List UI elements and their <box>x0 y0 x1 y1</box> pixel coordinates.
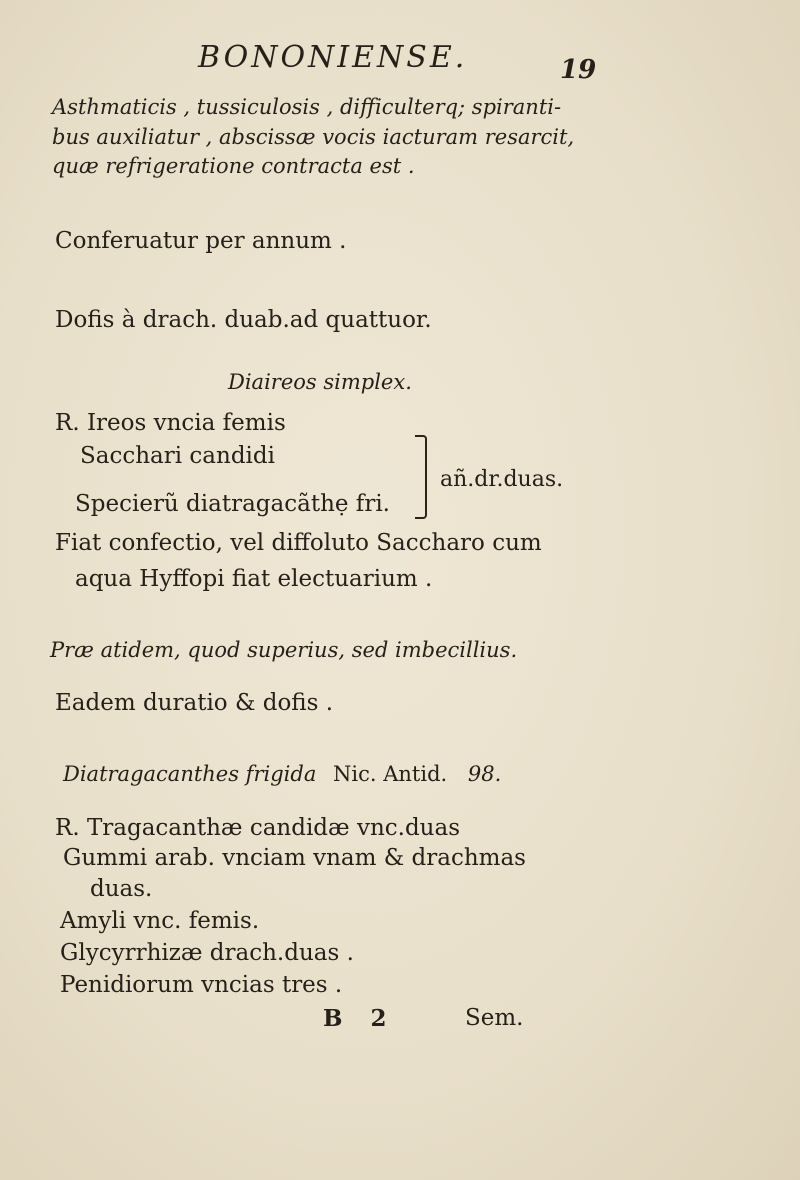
conservation-line: Conferuatur per annum . <box>55 228 347 254</box>
heading3-reference: Nic. Antid. <box>333 762 448 786</box>
instruction-line-1: Fiat confectio, vel diffoluto Saccharo cum <box>55 530 542 556</box>
recipe-heading-diaireos: Diaireos simplex. <box>228 370 412 394</box>
instruction-line-2: aqua Hyffopi fiat electuarium . <box>75 566 433 592</box>
ingredient-line-2: Gummi arab. vnciam vnam & drachmas <box>63 845 526 871</box>
brace-quantity: añ.dr.duas. <box>440 467 564 492</box>
running-head: BONONIENSE. <box>198 40 468 75</box>
recipe-heading-diatragacanthes <box>63 762 501 786</box>
intro-line-1: Asthmaticis , tussiculosis , difficulterq; spiranti- <box>52 95 562 119</box>
recipe-heading-praeparatio: Præ atidem, quod superius, sed imbecillius. <box>50 638 518 662</box>
heading3-title: Diatragacanthes frigida <box>63 762 317 786</box>
intro-line-3: quæ refrigeratione contracta est . <box>52 154 415 178</box>
catchword: Sem. <box>465 1005 524 1031</box>
ingredient-line-6: Penidiorum vncias tres . <box>60 972 343 998</box>
intro-line-2: bus auxiliatur , abscissæ vocis iacturam resarcit, <box>52 125 575 149</box>
ingredient-line-4: Amyli vnc. femis. <box>60 908 260 934</box>
duration-line: Eadem duratio & dofis . <box>55 690 334 716</box>
recipe-line-1: R. Ireos vncia femis <box>55 410 286 436</box>
ingredient-line-1: R. Tragacanthæ candidæ vnc.duas <box>55 815 461 841</box>
signature-mark: B 2 <box>323 1005 397 1032</box>
heading3-number: 98. <box>467 762 502 786</box>
brace-mark <box>415 435 427 519</box>
dosage-line: Dofis à drach. duab.ad quattuor. <box>55 307 432 333</box>
ingredient-line-5: Glycyrrhizæ drach.duas . <box>60 940 354 966</box>
recipe-line-3: Specierũ diatragacãthẹ fri. <box>75 491 390 517</box>
recipe-line-2: Sacchari candidi <box>80 443 275 469</box>
page-number: 19 <box>560 55 597 85</box>
ingredient-line-3: duas. <box>90 876 153 902</box>
